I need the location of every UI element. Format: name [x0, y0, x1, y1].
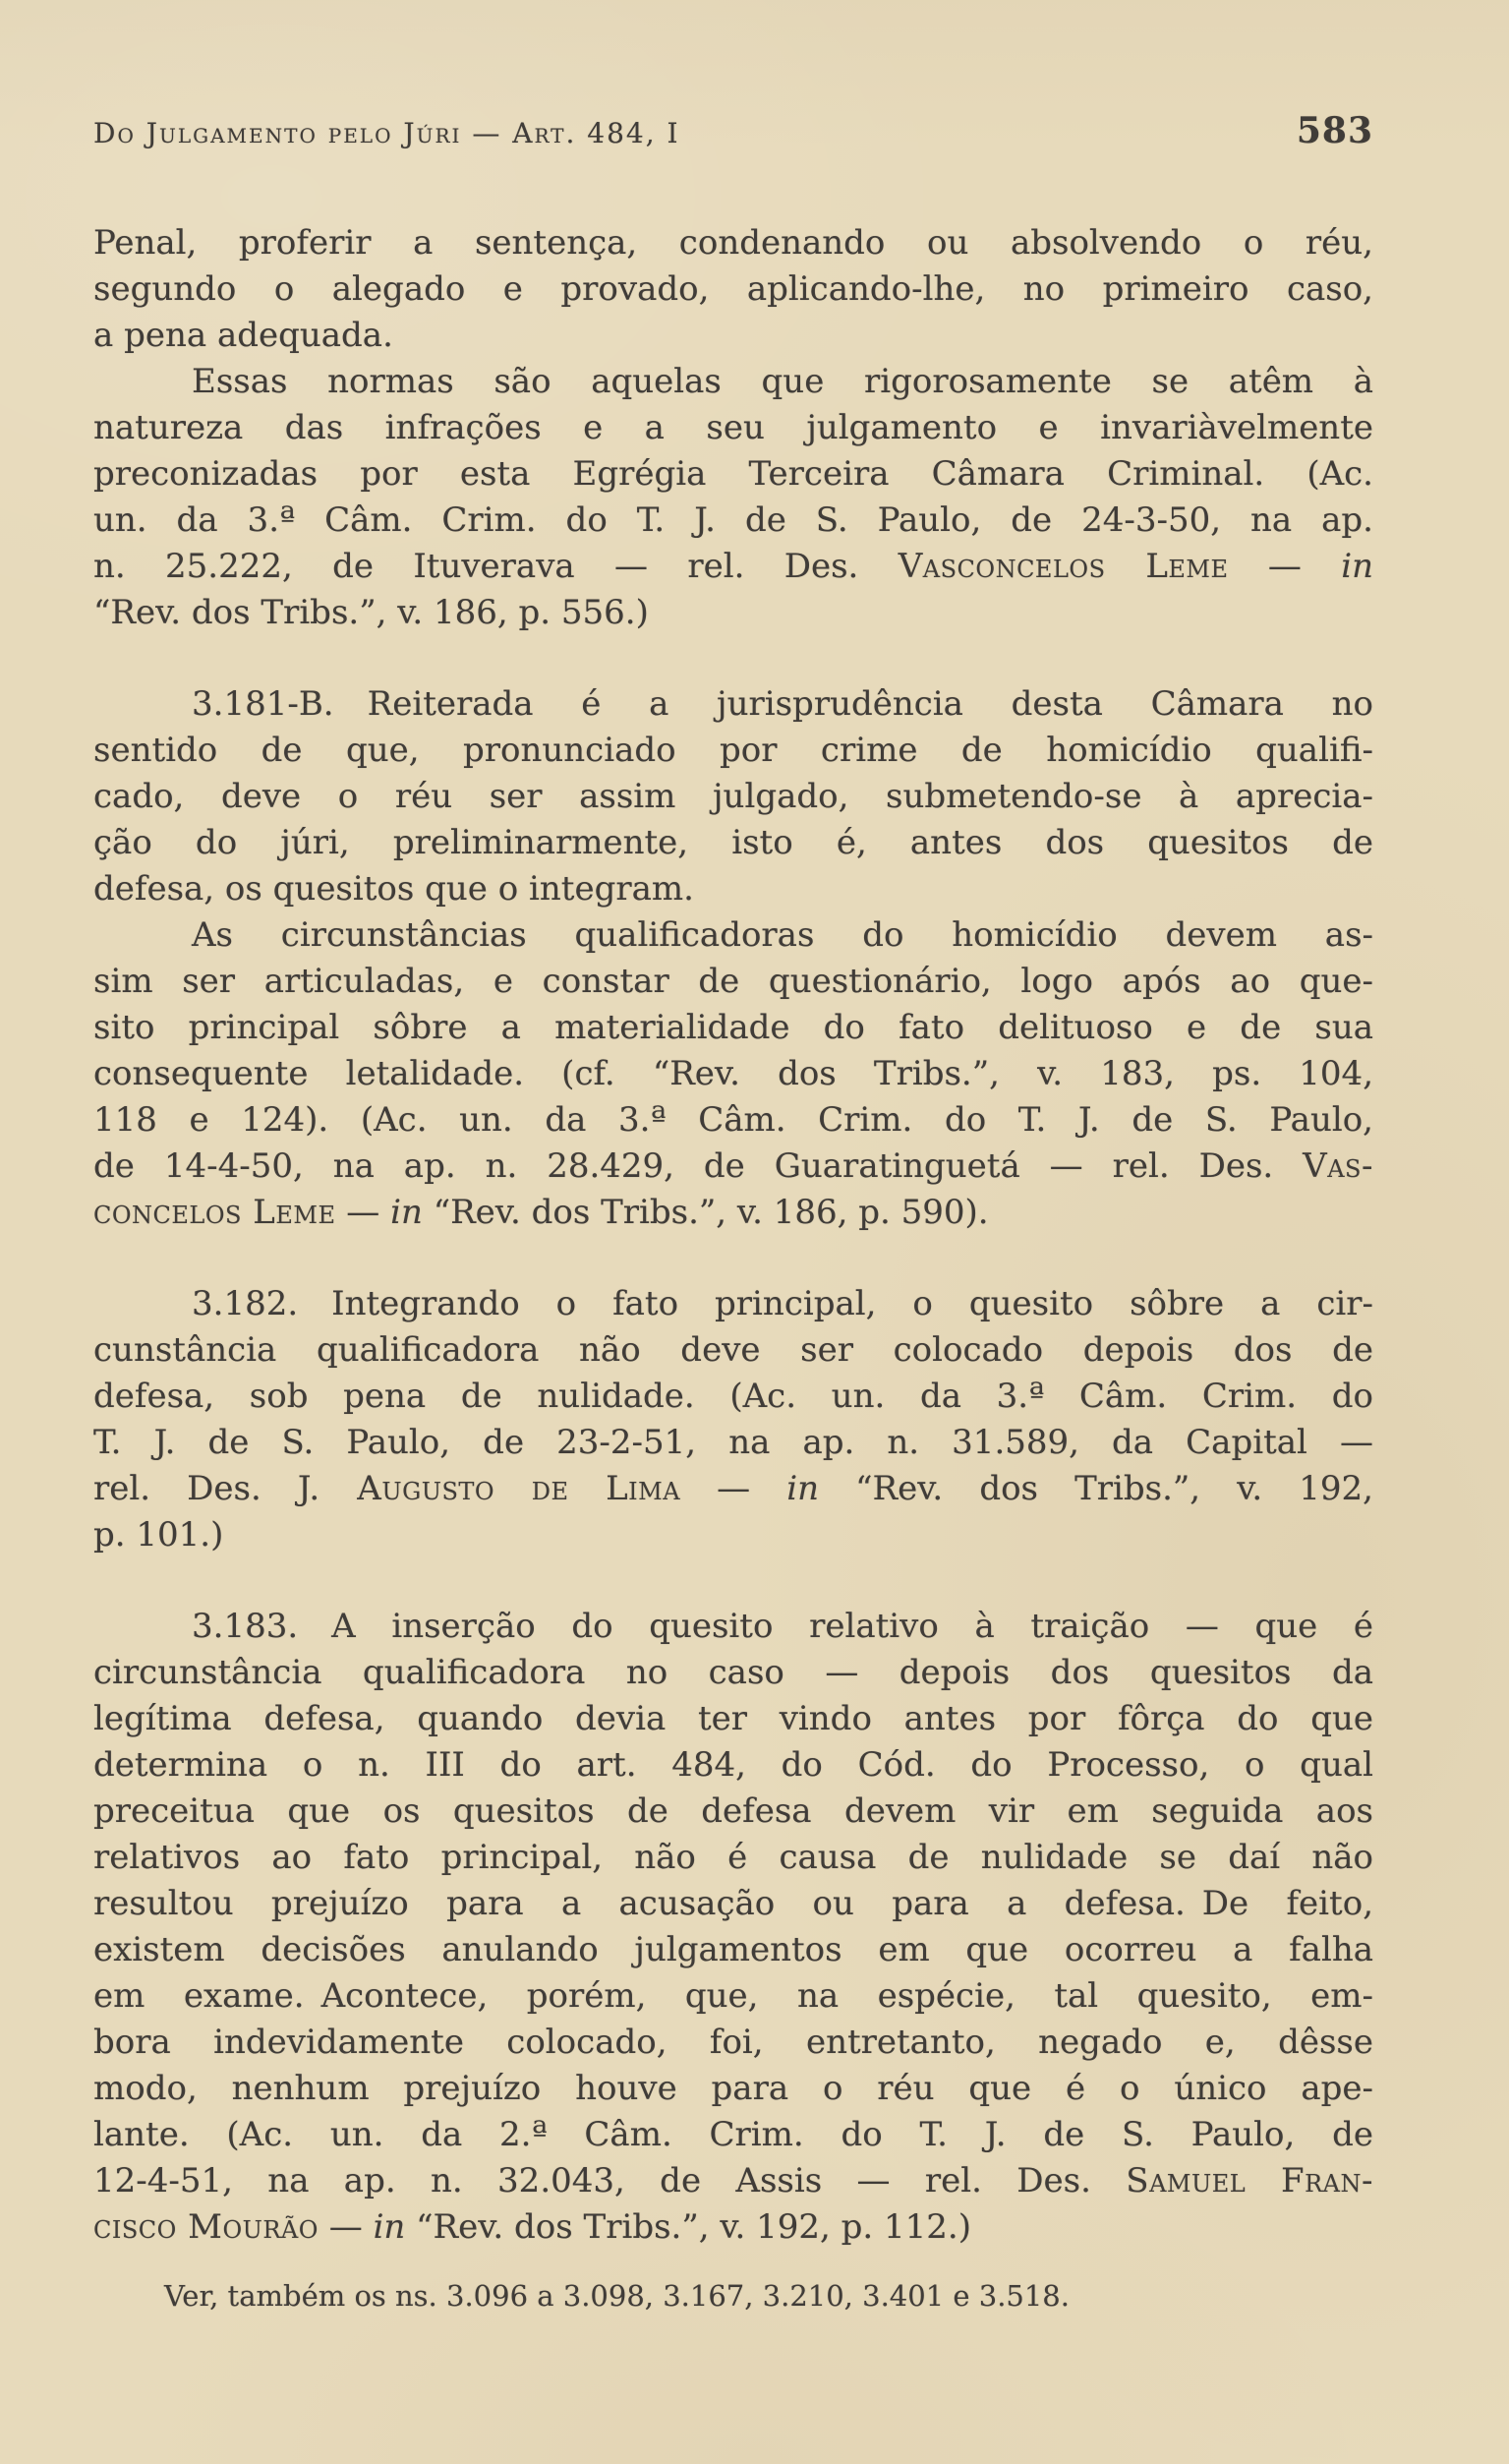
text-line: a pena adequada. — [93, 316, 393, 355]
italic-term: in — [786, 1469, 820, 1508]
text-line: cisco Mourão — in “Rev. dos Tribs.”, v. 192, p. 112.) — [93, 2207, 972, 2247]
text-line: 118 e 124). (Ac. un. da 3.ª Câm. Crim. do T. J. de S. Paulo, — [93, 1100, 1373, 1140]
text-line: modo, nenhum prejuízo houve para o réu que é o único ape- — [93, 2069, 1373, 2108]
text-line: sim ser articuladas, e constar de questionário, logo após ao que- — [93, 962, 1373, 1001]
italic-term: in — [390, 1193, 423, 1232]
text-line: 3.182. Integrando o fato principal, o quesito sôbre a cir- — [192, 1284, 1373, 1323]
text-line: cunstância qualificadora não deve ser colocado depois dos de — [93, 1330, 1373, 1370]
italic-term: in — [1341, 547, 1373, 586]
text-line: resultou prejuízo para a acusação ou para a defesa. De feito, — [93, 1884, 1373, 1923]
text-line: “Rev. dos Tribs.”, v. 186, p. 556.) — [93, 593, 649, 632]
page-header — [93, 110, 1373, 151]
text-line: de 14-4-50, na ap. n. 28.429, de Guaratinguetá — rel. Des. Vas- — [93, 1146, 1373, 1186]
text-line: circunstância qualificadora no caso — depois dos quesitos da — [93, 1653, 1373, 1692]
small-caps-name: cisco Mourão — [93, 2207, 319, 2247]
text-line: 3.183. A inserção do quesito relativo à traição — que é — [192, 1607, 1373, 1646]
text-line: lante. (Ac. un. da 2.ª Câm. Crim. do T. J. de S. Paulo, de — [93, 2115, 1373, 2154]
text-line: As circunstâncias qualificadoras do homicídio devem as- — [192, 915, 1373, 955]
text-line: bora indevidamente colocado, foi, entretanto, negado e, dêsse — [93, 2023, 1373, 2062]
small-caps-name: J. Augusto de Lima — [297, 1469, 681, 1508]
text-line: n. 25.222, de Ituverava — rel. Des. Vasconcelos Leme — in — [93, 547, 1373, 586]
text-line: existem decisões anulando julgamentos em que ocorreu a falha — [93, 1930, 1373, 1969]
text-line: un. da 3.ª Câm. Crim. do T. J. de S. Paulo, de 24-3-50, na ap. — [93, 500, 1373, 540]
text-line: rel. Des. J. Augusto de Lima — in “Rev. dos Tribs.”, v. 192, — [93, 1469, 1373, 1508]
text-line: sito principal sôbre a materialidade do fato delituoso e de sua — [93, 1008, 1373, 1047]
small-caps-name: concelos Leme — [93, 1193, 336, 1232]
page-body — [93, 220, 1373, 2251]
text-line: relativos ao fato principal, não é causa de nulidade se daí não — [93, 1838, 1373, 1877]
text-line: em exame. Acontece, porém, que, na espécie, tal quesito, em- — [93, 1976, 1373, 2016]
page-number: 583 — [1296, 110, 1373, 151]
paragraph-3183 — [93, 1604, 1373, 2251]
text-line: T. J. de S. Paulo, de 23-2-51, na ap. n. 31.589, da Capital — — [93, 1423, 1373, 1462]
cross-reference-note: Ver, também os ns. 3.096 a 3.098, 3.167, 3.210, 3.401 e 3.518. — [164, 2279, 1070, 2313]
text-line: 12-4-51, na ap. n. 32.043, de Assis — rel. Des. Samuel Fran- — [93, 2161, 1373, 2200]
text-line: cado, deve o réu ser assim julgado, submetendo-se à aprecia- — [93, 777, 1373, 816]
small-caps-name: Vas- — [1303, 1146, 1373, 1186]
text-line: preceitua que os quesitos de defesa devem vir em seguida aos — [93, 1791, 1373, 1831]
paragraph-essas-normas — [93, 359, 1373, 636]
text-line: Essas normas são aquelas que rigorosamente se atêm à — [192, 362, 1373, 401]
paragraph-3182 — [93, 1281, 1373, 1558]
paragraph-3181b — [93, 681, 1373, 912]
italic-term: in — [373, 2207, 406, 2247]
text-line: determina o n. III do art. 484, do Cód. do Processo, o qual — [93, 1745, 1373, 1785]
text-line: natureza das infrações e a seu julgamento e invariàvelmente — [93, 408, 1373, 447]
text-line: 3.181-B. Reiterada é a jurisprudência desta Câmara no — [192, 684, 1373, 724]
text-line: concelos Leme — in “Rev. dos Tribs.”, v. 186, p. 590). — [93, 1193, 989, 1232]
text-line: preconizadas por esta Egrégia Terceira Câmara Criminal. (Ac. — [93, 454, 1373, 494]
paragraph-continuation — [93, 220, 1373, 359]
text-line: segundo o alegado e provado, aplicando-lhe, no primeiro caso, — [93, 269, 1373, 309]
text-line: sentido de que, pronunciado por crime de homicídio qualifi- — [93, 731, 1373, 770]
text-line: legítima defesa, quando devia ter vindo antes por fôrça do que — [93, 1699, 1373, 1738]
small-caps-name: Vasconcelos Leme — [898, 547, 1229, 586]
text-line: consequente letalidade. (cf. “Rev. dos Tribs.”, v. 183, ps. 104, — [93, 1054, 1373, 1093]
paragraph-circunstancias — [93, 912, 1373, 1236]
running-title: Do Julgamento pelo Júri — Art. 484, I — [93, 117, 680, 149]
text-line: Penal, proferir a sentença, condenando ou absolvendo o réu, — [93, 223, 1373, 263]
text-line: defesa, sob pena de nulidade. (Ac. un. da 3.ª Câm. Crim. do — [93, 1377, 1373, 1416]
text-line: ção do júri, preliminarmente, isto é, antes dos quesitos de — [93, 823, 1373, 862]
text-line: p. 101.) — [93, 1515, 224, 1555]
small-caps-name: Samuel Fran- — [1126, 2161, 1373, 2200]
text-line: defesa, os quesitos que o integram. — [93, 869, 694, 909]
